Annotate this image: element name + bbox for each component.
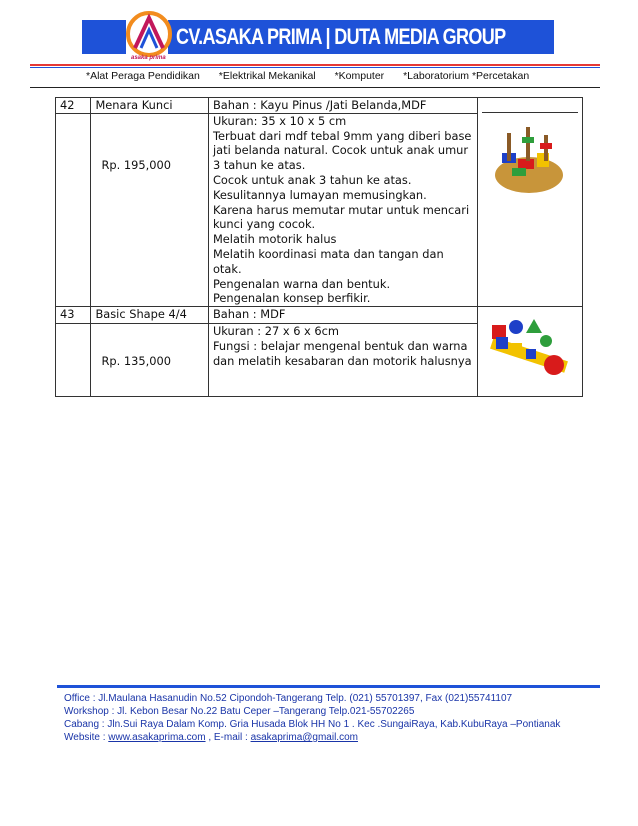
header-rule-blue — [30, 67, 600, 68]
item-image-cell — [478, 307, 583, 397]
item-price: Rp. 135,000 — [101, 353, 171, 368]
item-material: Bahan : Kayu Pinus /Jati Belanda,MDF — [208, 98, 477, 114]
footer-workshop: Workshop : Jl. Kebon Besar No.22 Batu Ceper –Tangerang Telp.021-55702265 — [64, 706, 415, 717]
email-label: , E-mail : — [205, 732, 251, 743]
email-link[interactable]: asakaprima@gmail.com — [250, 732, 358, 743]
table-row — [56, 98, 583, 114]
website-label: Website : — [64, 732, 109, 743]
tagline-item: *Alat Peraga Pendidikan — [86, 70, 200, 82]
tagline — [86, 70, 545, 82]
description-line: Kesulitannya lumayan memusingkan. — [212, 187, 427, 202]
description-line: Melatih motorik halus — [212, 232, 337, 247]
item-material: Bahan : MDF — [208, 307, 477, 324]
footer-cabang: Cabang : Jln.Sui Raya Dalam Komp. Gria Husada Blok HH No 1 . Kec .SungaiRaya, Kab.KubuRaya –Pontianak — [64, 719, 561, 730]
tagline-item: *Laboratorium *Percetakan — [403, 70, 530, 82]
description-line: Karena harus memutar mutar untuk mencari kunci yang cocok. — [212, 202, 470, 232]
description-line: Pengenalan warna dan bentuk. — [212, 276, 391, 291]
item-image-cell — [478, 98, 583, 307]
basic-shape-toy-image — [482, 307, 576, 392]
website-link[interactable]: www.asakaprima.com — [108, 732, 206, 743]
description-line: Ukuran : 27 x 6 x 6cm — [212, 323, 340, 338]
product-table — [55, 97, 583, 397]
header-rule-red — [30, 64, 600, 66]
company-name: CV.ASAKA PRIMA | DUTA MEDIA GROUP — [176, 24, 506, 49]
table-row — [56, 307, 583, 324]
description-line: Ukuran: 35 x 10 x 5 cm — [212, 113, 347, 128]
footer-contact — [64, 692, 560, 744]
item-number: 42 — [56, 98, 91, 114]
item-description — [208, 113, 477, 306]
description-line: Pengenalan konsep berfikir. — [212, 291, 371, 306]
item-price: Rp. 195,000 — [101, 157, 171, 172]
key-tower-toy-image — [482, 113, 576, 223]
header-band-left — [82, 20, 126, 54]
description-line: Fungsi : belajar mengenal bentuk dan warna dan melatih kesabaran dan motorik halusnya — [212, 338, 472, 368]
item-name: Basic Shape 4/4 — [91, 307, 209, 324]
footer-rule — [57, 685, 600, 688]
item-number: 43 — [56, 307, 91, 324]
footer-office: Office : Jl.Maulana Hasanudin No.52 Cipondoh-Tangerang Telp. (021) 55701397, Fax (021)55741107 — [64, 693, 513, 704]
tagline-item: *Komputer — [334, 70, 385, 82]
description-line: Melatih koordinasi mata dan tangan dan otak. — [212, 246, 444, 276]
item-description — [208, 323, 477, 396]
tagline-item: *Elektrikal Mekanikal — [218, 70, 316, 82]
description-line: Cocok untuk anak 3 tahun ke atas. — [212, 172, 412, 187]
footer-website-line — [64, 731, 560, 744]
description-line: Terbuat dari mdf tebal 9mm yang diberi base jati belanda natural. Cocok untuk anak umur 3 tahun ke atas. — [212, 128, 472, 173]
logo-caption: asaka prima — [131, 55, 166, 61]
header-rule-black — [30, 87, 600, 88]
item-name: Menara Kunci — [91, 98, 209, 114]
